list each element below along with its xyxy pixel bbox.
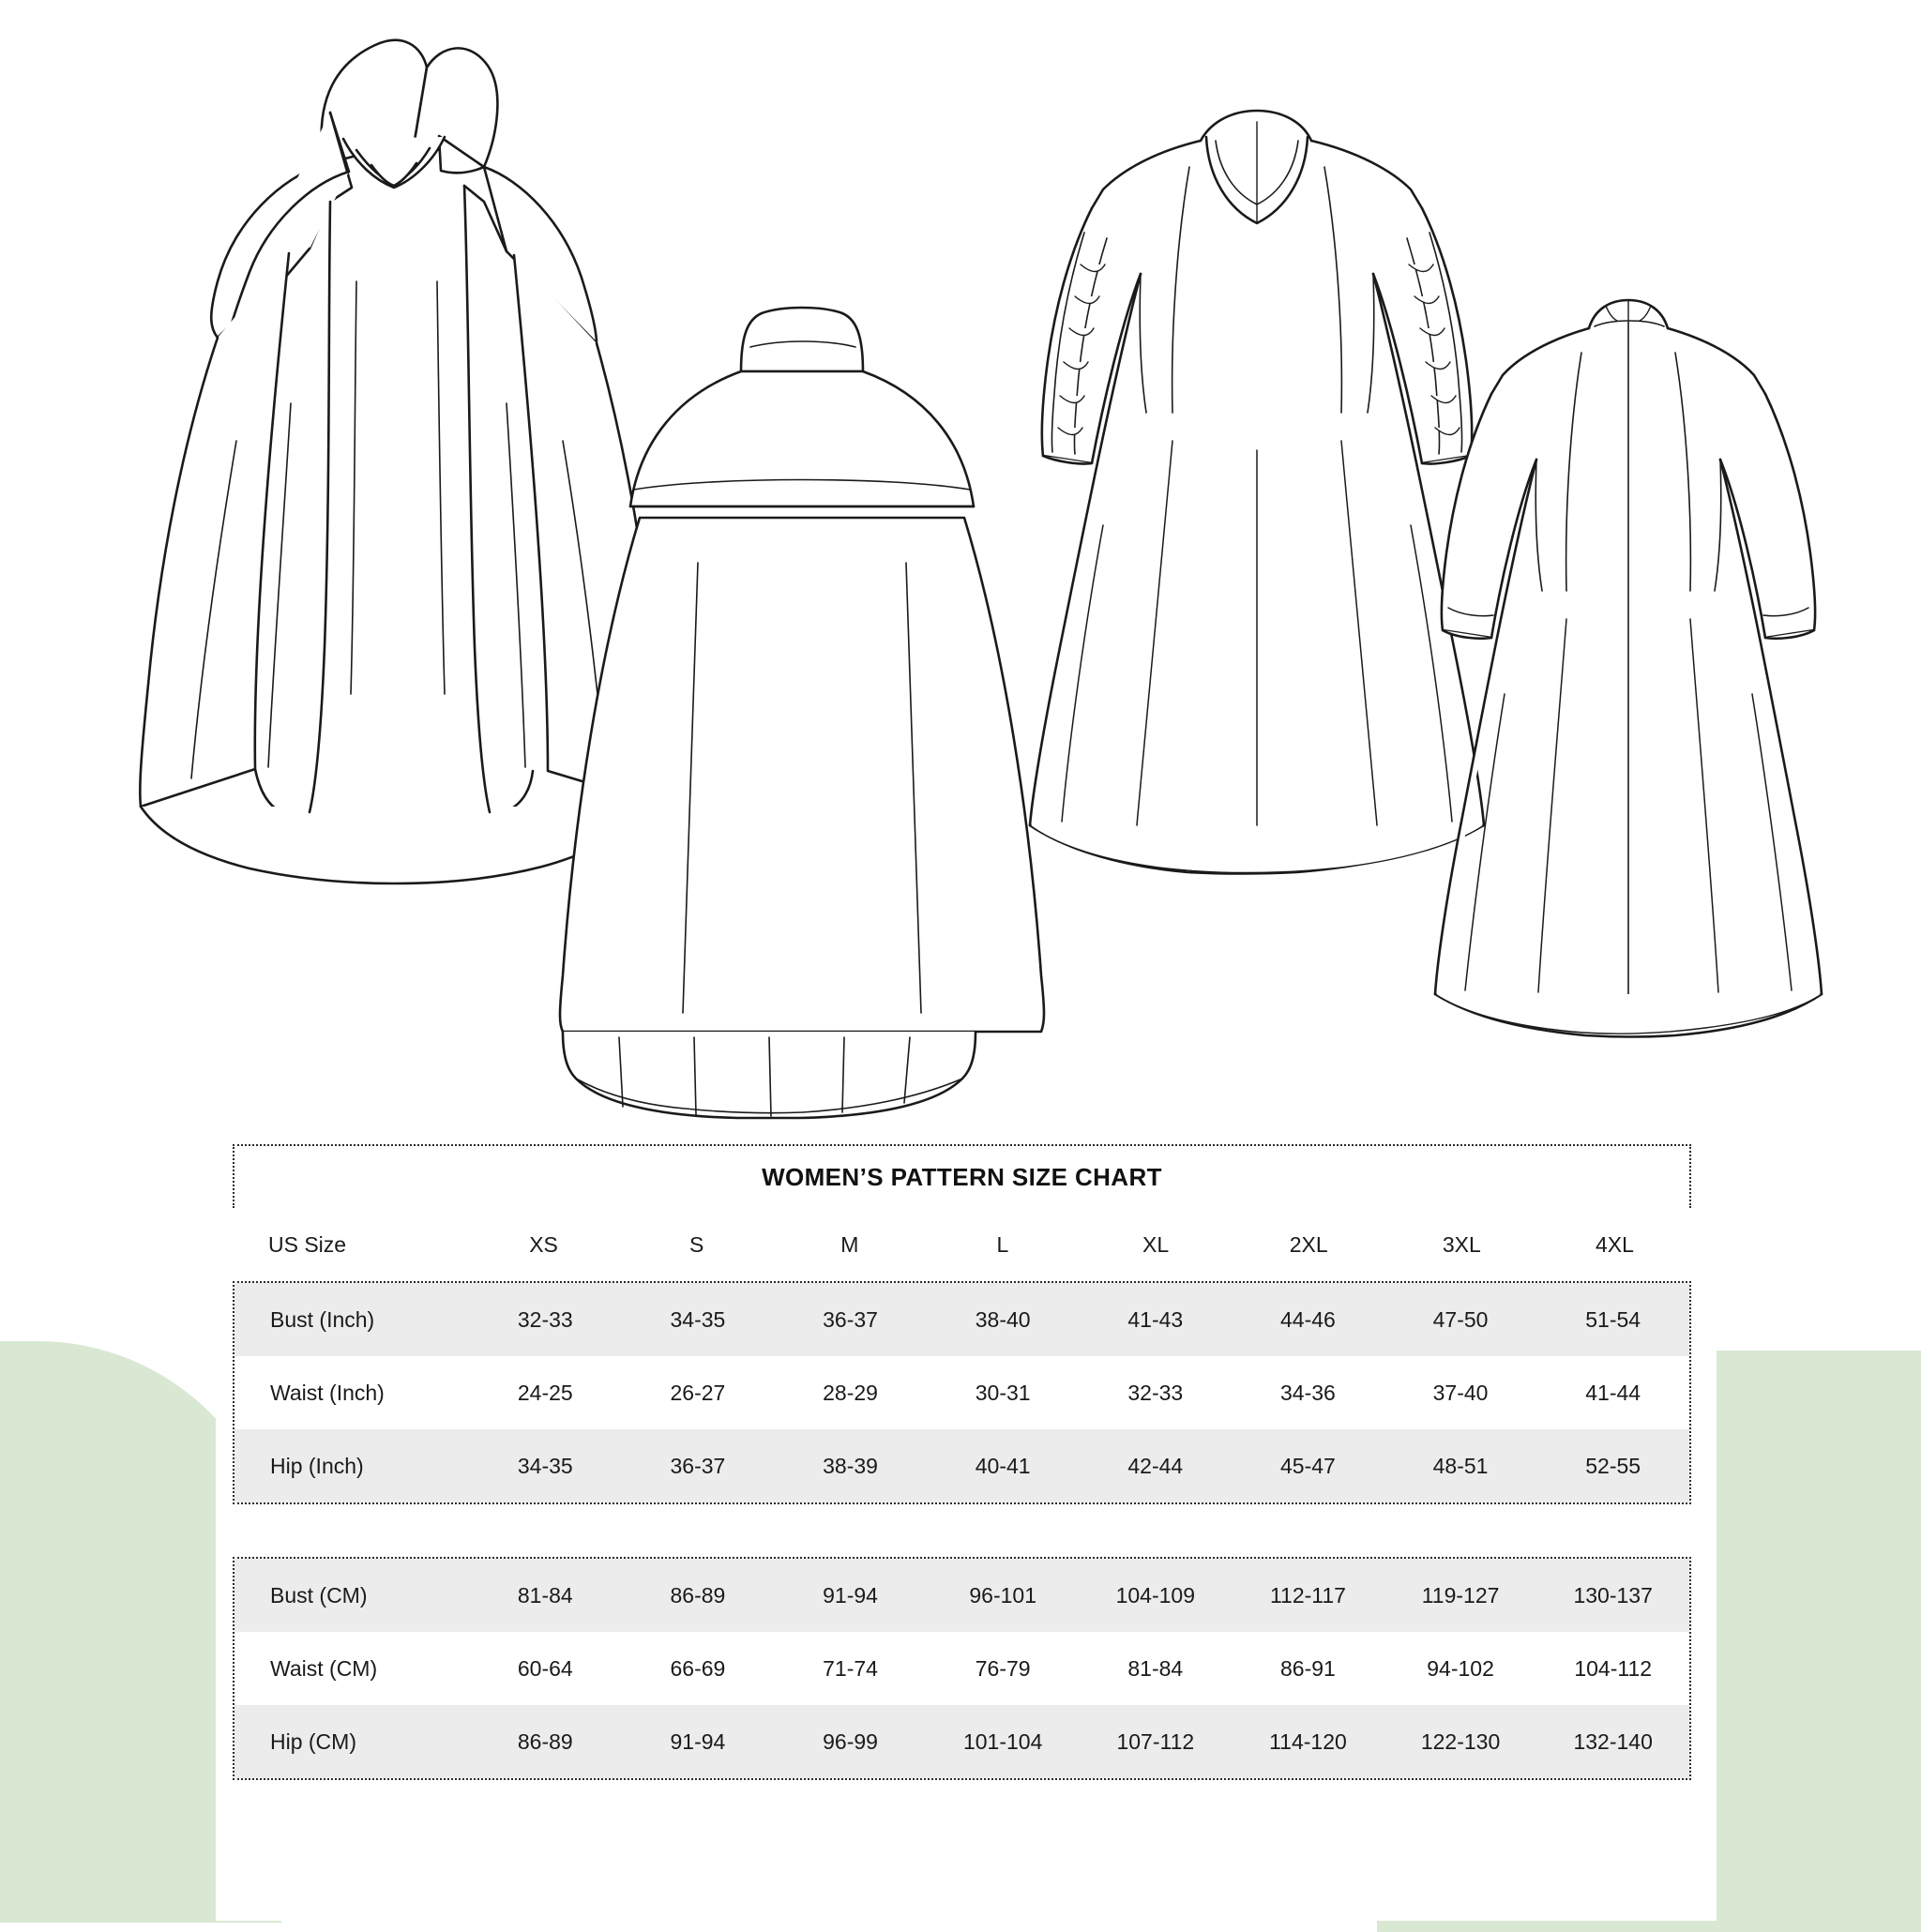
size-chart [233,1144,1691,1780]
cell-bust-inch-2xl: 44-46 [1232,1283,1384,1356]
cell-bust-cm-s: 86-89 [622,1559,775,1632]
cell-hip-inch-l: 40-41 [927,1429,1080,1502]
size-col-4xl: 4XL [1538,1208,1691,1281]
cell-hip-cm-xs: 86-89 [469,1705,622,1778]
table-header-row [233,1208,1691,1281]
cell-bust-inch-4xl: 51-54 [1536,1283,1689,1356]
us-size-header: US Size [233,1208,467,1281]
size-col-xl: XL [1080,1208,1233,1281]
cell-bust-cm-l: 96-101 [927,1559,1080,1632]
table-row [234,1705,1689,1778]
row-label-bust-cm: Bust (CM) [234,1559,469,1632]
cell-waist-cm-m: 71-74 [774,1632,927,1705]
size-col-m: M [773,1208,926,1281]
cell-hip-inch-s: 36-37 [622,1429,775,1502]
size-col-xs: XS [467,1208,620,1281]
table-row [234,1283,1689,1356]
cell-hip-inch-xs: 34-35 [469,1429,622,1502]
cm-table [234,1559,1689,1778]
table-row [234,1632,1689,1705]
cell-hip-cm-2xl: 114-120 [1232,1705,1384,1778]
cell-bust-inch-3xl: 47-50 [1384,1283,1537,1356]
medieval-gown-back [1435,300,1822,1037]
inch-measurement-block [233,1281,1691,1504]
cell-bust-cm-xl: 104-109 [1080,1559,1233,1632]
inch-table [234,1283,1689,1502]
cell-bust-inch-l: 38-40 [927,1283,1080,1356]
cell-bust-cm-3xl: 119-127 [1384,1559,1537,1632]
size-col-s: S [620,1208,773,1281]
cell-hip-inch-m: 38-39 [774,1429,927,1502]
cell-hip-inch-xl: 42-44 [1080,1429,1233,1502]
cell-waist-inch-xl: 32-33 [1080,1356,1233,1429]
cell-waist-cm-xl: 81-84 [1080,1632,1233,1705]
row-label-bust-inch: Bust (Inch) [234,1283,469,1356]
cell-waist-inch-2xl: 34-36 [1232,1356,1384,1429]
table-row [234,1559,1689,1632]
cell-hip-cm-3xl: 122-130 [1384,1705,1537,1778]
cell-waist-cm-l: 76-79 [927,1632,1080,1705]
cell-hip-inch-2xl: 45-47 [1232,1429,1384,1502]
size-col-2xl: 2XL [1233,1208,1385,1281]
page-title: WOMEN’S PATTERN SIZE CHART [762,1162,1162,1191]
cell-bust-cm-xs: 81-84 [469,1559,622,1632]
chart-title-box [233,1144,1691,1208]
row-label-hip-inch: Hip (Inch) [234,1429,469,1502]
row-label-hip-cm: Hip (CM) [234,1705,469,1778]
cell-hip-cm-l: 101-104 [927,1705,1080,1778]
row-label-waist-cm: Waist (CM) [234,1632,469,1705]
cell-waist-cm-xs: 60-64 [469,1632,622,1705]
cell-hip-inch-4xl: 52-55 [1536,1429,1689,1502]
cell-bust-cm-m: 91-94 [774,1559,927,1632]
table-row [234,1356,1689,1429]
cell-hip-cm-m: 96-99 [774,1705,927,1778]
cell-bust-inch-m: 36-37 [774,1283,927,1356]
medieval-gown-front [1030,111,1484,874]
cell-waist-inch-s: 26-27 [622,1356,775,1429]
cell-waist-inch-3xl: 37-40 [1384,1356,1537,1429]
cell-hip-cm-4xl: 132-140 [1536,1705,1689,1778]
cell-waist-cm-4xl: 104-112 [1536,1632,1689,1705]
cell-hip-inch-3xl: 48-51 [1384,1429,1537,1502]
cell-waist-cm-s: 66-69 [622,1632,775,1705]
hooded-cloak-front [140,40,661,883]
size-header-table [233,1208,1691,1281]
cape-back [560,308,1044,1118]
cell-bust-inch-xs: 32-33 [469,1283,622,1356]
cell-bust-cm-4xl: 130-137 [1536,1559,1689,1632]
size-col-3xl: 3XL [1385,1208,1538,1281]
cell-bust-inch-xl: 41-43 [1080,1283,1233,1356]
cell-bust-cm-2xl: 112-117 [1232,1559,1384,1632]
row-label-waist-inch: Waist (Inch) [234,1356,469,1429]
cell-waist-cm-2xl: 86-91 [1232,1632,1384,1705]
cell-waist-inch-4xl: 41-44 [1536,1356,1689,1429]
cell-waist-inch-m: 28-29 [774,1356,927,1429]
cell-hip-cm-xl: 107-112 [1080,1705,1233,1778]
cell-bust-inch-s: 34-35 [622,1283,775,1356]
cm-measurement-block [233,1557,1691,1780]
table-block-gap [233,1504,1691,1557]
cell-waist-inch-l: 30-31 [927,1356,1080,1429]
size-col-l: L [926,1208,1079,1281]
cell-waist-cm-3xl: 94-102 [1384,1632,1537,1705]
cell-waist-inch-xs: 24-25 [469,1356,622,1429]
table-row [234,1429,1689,1502]
cell-hip-cm-s: 91-94 [622,1705,775,1778]
